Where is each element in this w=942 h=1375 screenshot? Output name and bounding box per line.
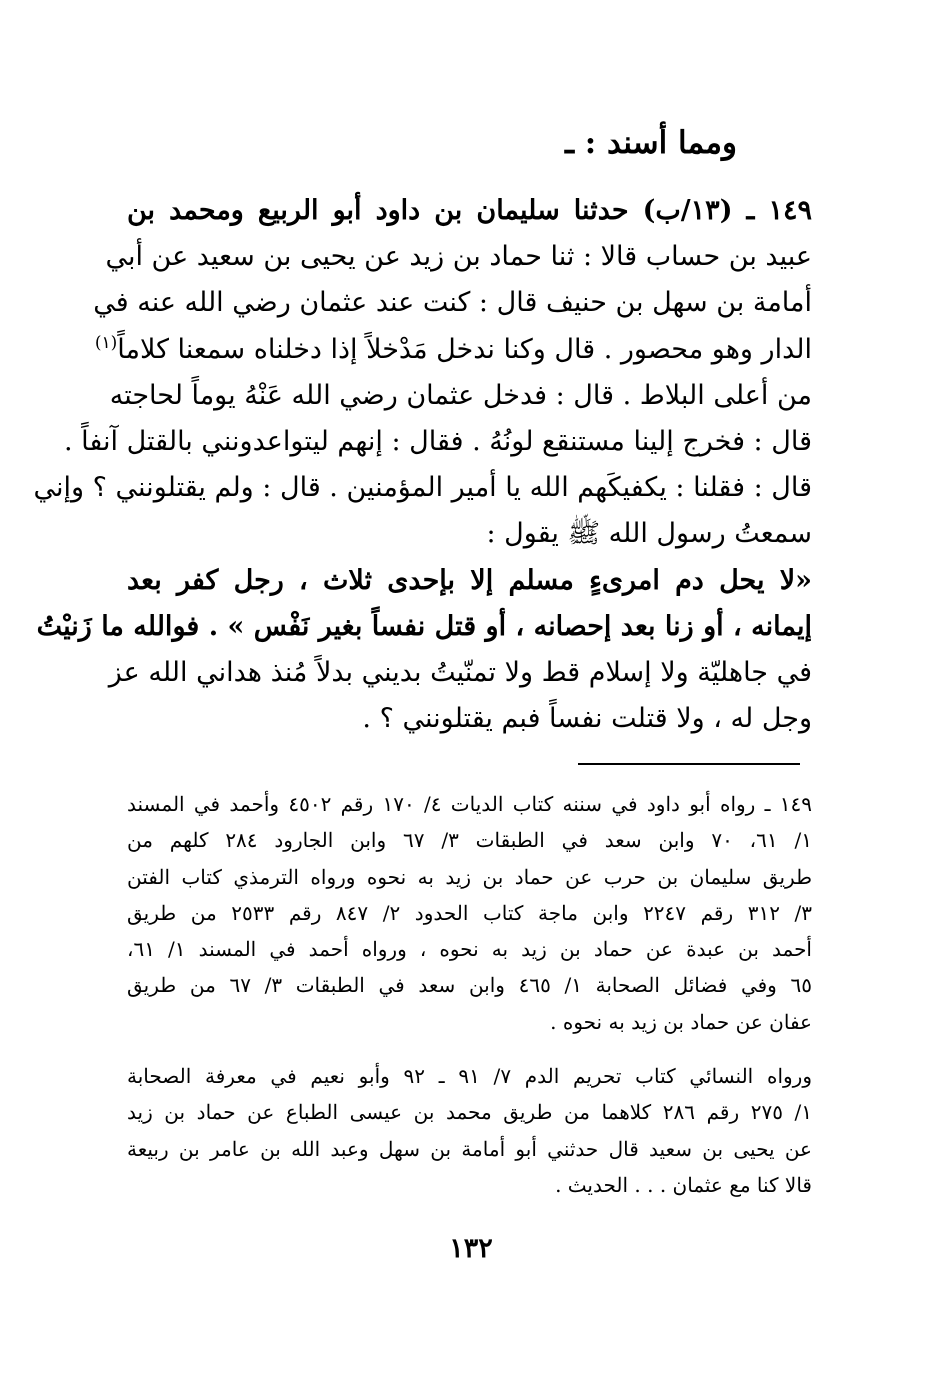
footnote-line: عن يحيى بن سعيد قال حدثني أبو أمامة بن سهل وعبد الله بن عامر بن ربيعة: [127, 1136, 812, 1161]
hadith-line: [127, 188, 812, 234]
hadith-line: «لا يحل دم امرىءٍ مسلم إلا بإحدى ثلاث ، رجل كفر بعد: [127, 564, 812, 596]
hadith-line: في جاهليّة ولا إسلام قط ولا تمنّيتُ بديني بدلاً مُنذ هداني الله عز: [108, 657, 812, 689]
hadith-line: وجل له ، ولا قتلت نفساً فبم يقتلونني ؟ .: [362, 703, 812, 735]
hadith-line: قال : فقلنا : يكفيكَهم الله يا أمير المؤمنين . قال : ولم يقتلونني ؟ وإني: [33, 472, 812, 504]
footnote-line: ١/ ٦١، ٧٠ وابن سعد في الطبقات ٣/ ٦٧ وابن الجارود ٢٨٤ كلهم من: [127, 828, 812, 853]
footnote-line: ١٤٩ ـ رواه أبو داود في سننه كتاب الديات ٤/ ١٧٠ رقم ٤٥٠٢ وأحمد في المسند: [127, 792, 813, 816]
footnote-line: عفان عن حماد بن زيد به نحوه .: [550, 1009, 812, 1034]
footnote-line: ١/ ٢٧٥ رقم ٢٨٦ كلاهما من طريق محمد بن عيسى الطباع عن حماد بن زيد: [127, 1100, 812, 1125]
footnote-separator: [578, 763, 800, 765]
footnote-1: [127, 786, 812, 1040]
hadith-line: [94, 327, 812, 373]
footnote-2: [127, 1058, 812, 1203]
footnote-line: أحمد بن عبدة عن حماد بن زيد به نحوه ، ورواه أحمد في المسند ١/ ٦١،: [127, 937, 812, 962]
hadith-line: قال : فخرج إلينا مستنقع لونُهُ . فقال : إنهم ليتواعدونني بالقتل آنفاً .: [63, 426, 812, 458]
hadith-text: [33, 188, 812, 742]
hadith-line: عبيد بن حساب قالا : ثنا حماد بن زيد عن يحيى بن سعيد عن أبي: [105, 241, 812, 273]
hadith-line: إيمانه ، أو زنا بعد إحصانه ، أو قتل نفساً بغير نَفْس » . فوالله ما زَنيْتُ: [36, 610, 812, 642]
footnote-line: ٣/ ٣١٢ رقم ٢٢٤٧ وابن ماجة كتاب الحدود ٢/ ٨٤٧ رقم ٢٥٣٣ من طريق: [127, 900, 812, 925]
footnotes: [127, 786, 812, 1203]
page-number: ١٣٢: [449, 1233, 493, 1264]
footnote-marker: (١): [94, 332, 118, 353]
hadith-line: من أعلى البلاط . قال : فدخل عثمان رضي الله عَنْهُ يوماً لحاجته: [109, 379, 812, 411]
hadith-line-text: الدار وهو محصور . قال وكنا ندخل مَدْخلاً إذا دخلناه سمعنا كلاماً: [117, 333, 812, 365]
hadith-line: أمامة بن سهل بن حنيف قال : كنت عند عثمان رضي الله عنه في: [93, 287, 812, 319]
footnote-line: قالا كنا مع عثمان . . . الحديث .: [555, 1172, 812, 1197]
footnote-line: ورواه النسائي كتاب تحريم الدم ٧/ ٩١ ـ ٩٢ وأبو نعيم في معرفة الصحابة: [127, 1064, 812, 1089]
hadith-line: سمعتُ رسول الله ﷺ يقول :: [486, 518, 812, 550]
footnote-line: ٦٥ وفي فضائل الصحابة ١/ ٤٦٥ وابن سعد في الطبقات ٣/ ٦٧ من طريق: [127, 973, 812, 998]
section-heading: ومما أسند : ـ: [564, 125, 737, 161]
footnote-line: طريق سليمان بن حرب عن حماد بن زيد به نحوه ورواه الترمذي كتاب الفتن: [127, 864, 812, 889]
hadith-line-text: ١٤٩ ـ (١٣/ب) حدثنا سليمان بن داود أبو الربيع ومحمد بن: [127, 195, 812, 226]
